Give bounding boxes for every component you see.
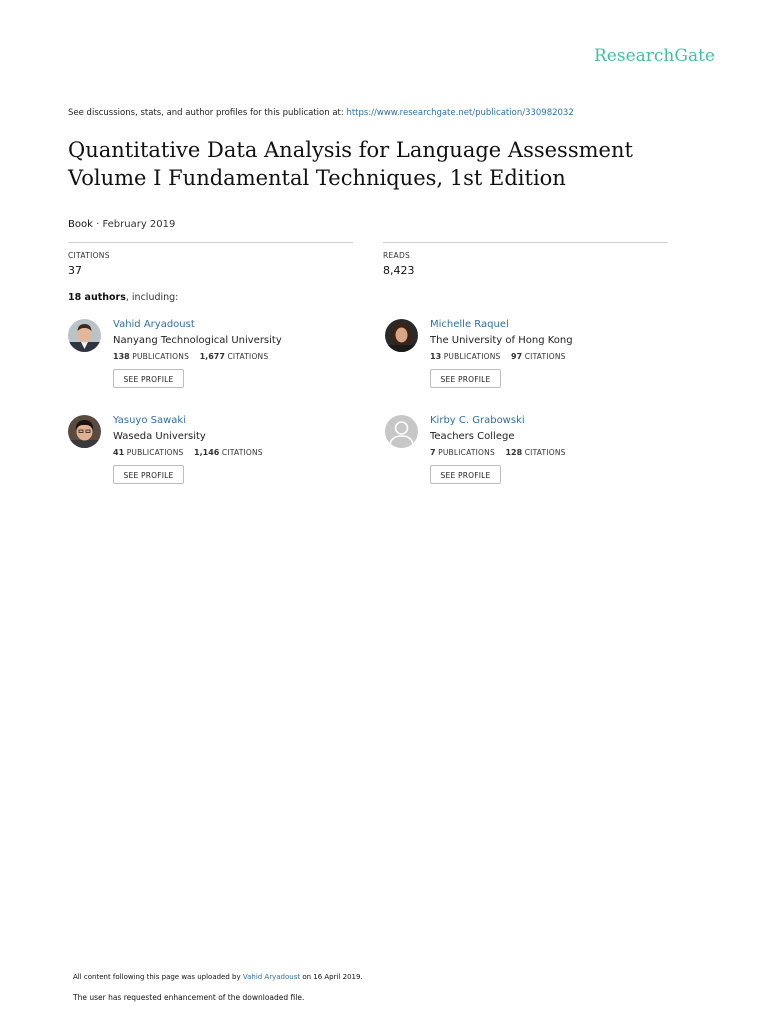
researchgate-logo[interactable]: ResearchGate (594, 46, 715, 66)
author-institution: The University of Hong Kong (430, 335, 573, 346)
citations-value: 37 (68, 264, 82, 277)
publication-title (68, 136, 708, 192)
upload-note (73, 973, 363, 981)
citations-stat (68, 242, 353, 277)
title-line-2: Volume I Fundamental Techniques, 1st Edition (68, 166, 566, 190)
publications-label: PUBLICATIONS (126, 448, 184, 457)
uploader-link[interactable]: Vahid Aryadoust (242, 973, 301, 981)
reads-label: READS (383, 251, 411, 260)
author-institution: Teachers College (430, 431, 515, 442)
publications-label: PUBLICATIONS (438, 448, 495, 457)
author-stats (430, 352, 566, 361)
citations-label: CITATIONS (221, 448, 263, 457)
publications-count: 41 (113, 448, 125, 457)
publications-count: 13 (430, 352, 442, 361)
publications-count: 7 (430, 448, 436, 457)
citations-count: 1,677 (199, 352, 225, 361)
publication-url-link[interactable]: https://www.researchgate.net/publication/330982032 (346, 108, 574, 118)
publication-type: Book (68, 219, 93, 230)
author-name-link[interactable]: Yasuyo Sawaki (113, 415, 186, 426)
publications-label: PUBLICATIONS (132, 352, 190, 361)
default-avatar-icon[interactable] (385, 415, 418, 448)
author-card (385, 415, 685, 505)
author-name-link[interactable]: Vahid Aryadoust (113, 319, 195, 330)
citations-label: CITATIONS (68, 251, 110, 260)
reads-value: 8,423 (383, 264, 415, 277)
see-profile-button[interactable]: SEE PROFILE (113, 369, 184, 388)
author-institution: Nanyang Technological University (113, 335, 282, 346)
publications-label: PUBLICATIONS (443, 352, 501, 361)
author-stats (113, 448, 263, 457)
citations-count: 128 (505, 448, 523, 457)
see-profile-button[interactable]: SEE PROFILE (113, 465, 184, 484)
author-stats (113, 352, 268, 361)
citations-label: CITATIONS (524, 448, 566, 457)
authors-header (68, 292, 178, 303)
author-card (68, 319, 368, 409)
author-name-link[interactable]: Michelle Raquel (430, 319, 509, 330)
discussion-line (68, 108, 574, 118)
publication-date: February 2019 (102, 219, 176, 230)
title-line-1: Quantitative Data Analysis for Language Assessment (68, 138, 633, 162)
citations-count: 1,146 (194, 448, 220, 457)
authors-count: 18 authors (68, 292, 126, 303)
citations-label: CITATIONS (227, 352, 269, 361)
upload-prefix: All content following this page was uploaded by (73, 973, 243, 981)
citations-label: CITATIONS (524, 352, 566, 361)
authors-suffix: , including: (125, 292, 179, 303)
author-name-link[interactable]: Kirby C. Grabowski (430, 415, 525, 426)
upload-suffix: on 16 April 2019. (300, 973, 363, 981)
meta-separator: · (92, 219, 103, 230)
publication-meta (68, 219, 175, 230)
author-card (68, 415, 368, 505)
reads-stat (383, 242, 668, 277)
author-institution: Waseda University (113, 431, 206, 442)
discussion-text: See discussions, stats, and author profiles for this publication at: (68, 108, 347, 118)
author-stats (430, 448, 566, 457)
publications-count: 138 (113, 352, 130, 361)
see-profile-button[interactable]: SEE PROFILE (430, 369, 501, 388)
enhancement-note: The user has requested enhancement of the downloaded file. (73, 993, 305, 1002)
author-avatar[interactable] (68, 319, 101, 352)
see-profile-button[interactable]: SEE PROFILE (430, 465, 501, 484)
author-card (385, 319, 685, 409)
citations-count: 97 (511, 352, 523, 361)
author-avatar[interactable] (385, 319, 418, 352)
author-avatar[interactable] (68, 415, 101, 448)
